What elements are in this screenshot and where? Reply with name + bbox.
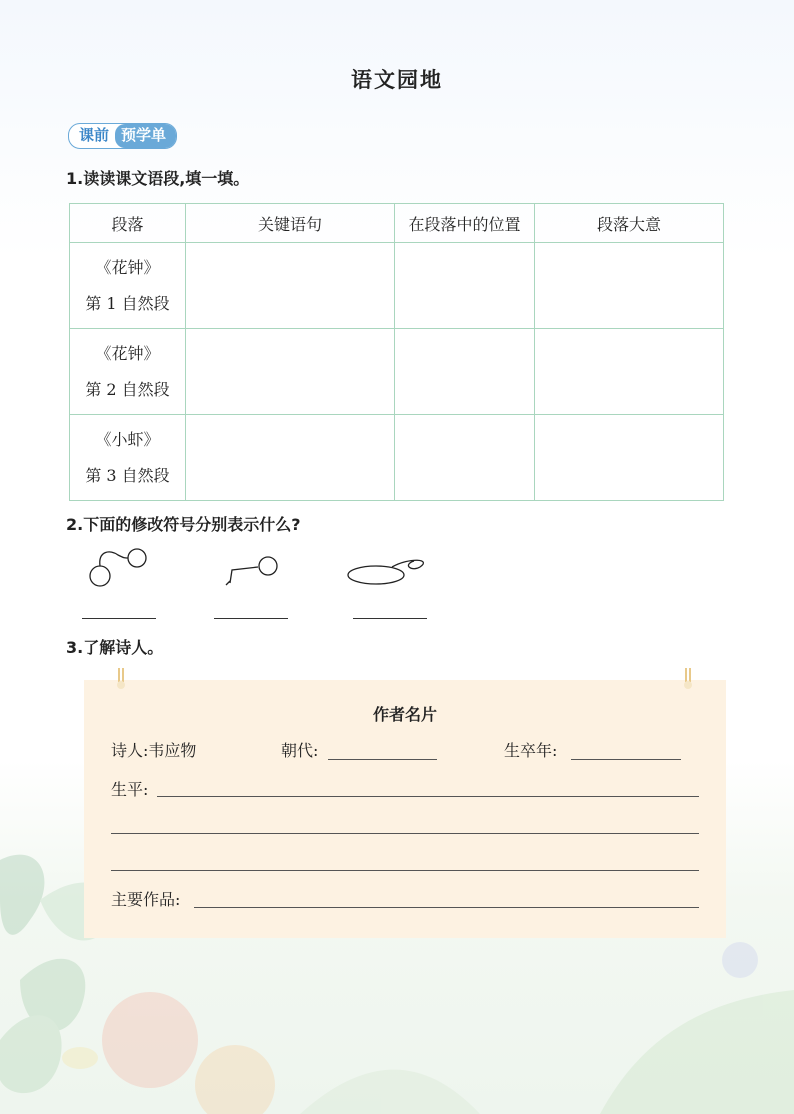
table-row [70,329,724,415]
answer-cell[interactable] [535,415,724,501]
question-2: 2.下面的修改符号分别表示什么? [66,515,301,534]
row-label-cell [70,329,186,415]
book-title: 《小虾》 [95,429,160,449]
correction-symbols [80,545,460,625]
answer-cell[interactable] [186,243,395,329]
paragraph-number: 第 1 自然段 [85,293,170,313]
question-1: 1.读读课文语段,填一填。 [66,169,250,188]
section-badge [68,123,177,149]
answer-cell[interactable] [395,243,535,329]
paragraph-table [69,203,724,501]
answer-cell[interactable] [395,415,535,501]
pin-right-icon [681,668,695,690]
question-3: 3.了解诗人。 [66,638,164,657]
dynasty-blank[interactable] [328,759,437,760]
answer-cell[interactable] [186,415,395,501]
card-title: 作者名片 [372,705,437,724]
badge-right-label: 预学单 [115,124,176,148]
answer-cell[interactable] [535,243,724,329]
dynasty-label: 朝代: [281,741,319,760]
table-header: 段落 [70,204,186,243]
book-title: 《花钟》 [95,343,160,363]
life-blank-line[interactable] [111,833,699,834]
badge-left-label: 课前 [79,126,110,144]
table-header: 在段落中的位置 [395,204,535,243]
row-label-cell [70,415,186,501]
pin-left-icon [114,668,128,690]
works-label: 主要作品: [111,890,181,909]
insert-symbol-icon [226,557,277,585]
life-label: 生平: [111,780,149,799]
answer-cell[interactable] [535,329,724,415]
swap-symbol-icon [90,549,146,586]
answer-cell[interactable] [186,329,395,415]
life-blank-line[interactable] [111,870,699,871]
table-header: 段落大意 [535,204,724,243]
paragraph-number: 第 3 自然段 [85,465,170,485]
delete-symbol-icon [348,560,423,584]
author-card [84,680,726,938]
paragraph-number: 第 2 自然段 [85,379,170,399]
lifespan-label: 生卒年: [504,741,558,760]
answer-blank[interactable] [353,618,427,619]
answer-blank[interactable] [214,618,288,619]
poet-label: 诗人:韦应物 [111,741,197,760]
table-row [70,415,724,501]
row-label-cell [70,243,186,329]
lifespan-blank[interactable] [571,759,681,760]
book-title: 《花钟》 [95,257,160,277]
works-blank[interactable] [194,907,699,908]
page-title: 语文园地 [351,68,443,92]
table-header: 关键语句 [186,204,395,243]
table-row [70,243,724,329]
answer-blank[interactable] [82,618,156,619]
table-header-row [70,204,724,243]
answer-cell[interactable] [395,329,535,415]
life-blank[interactable] [157,796,699,797]
